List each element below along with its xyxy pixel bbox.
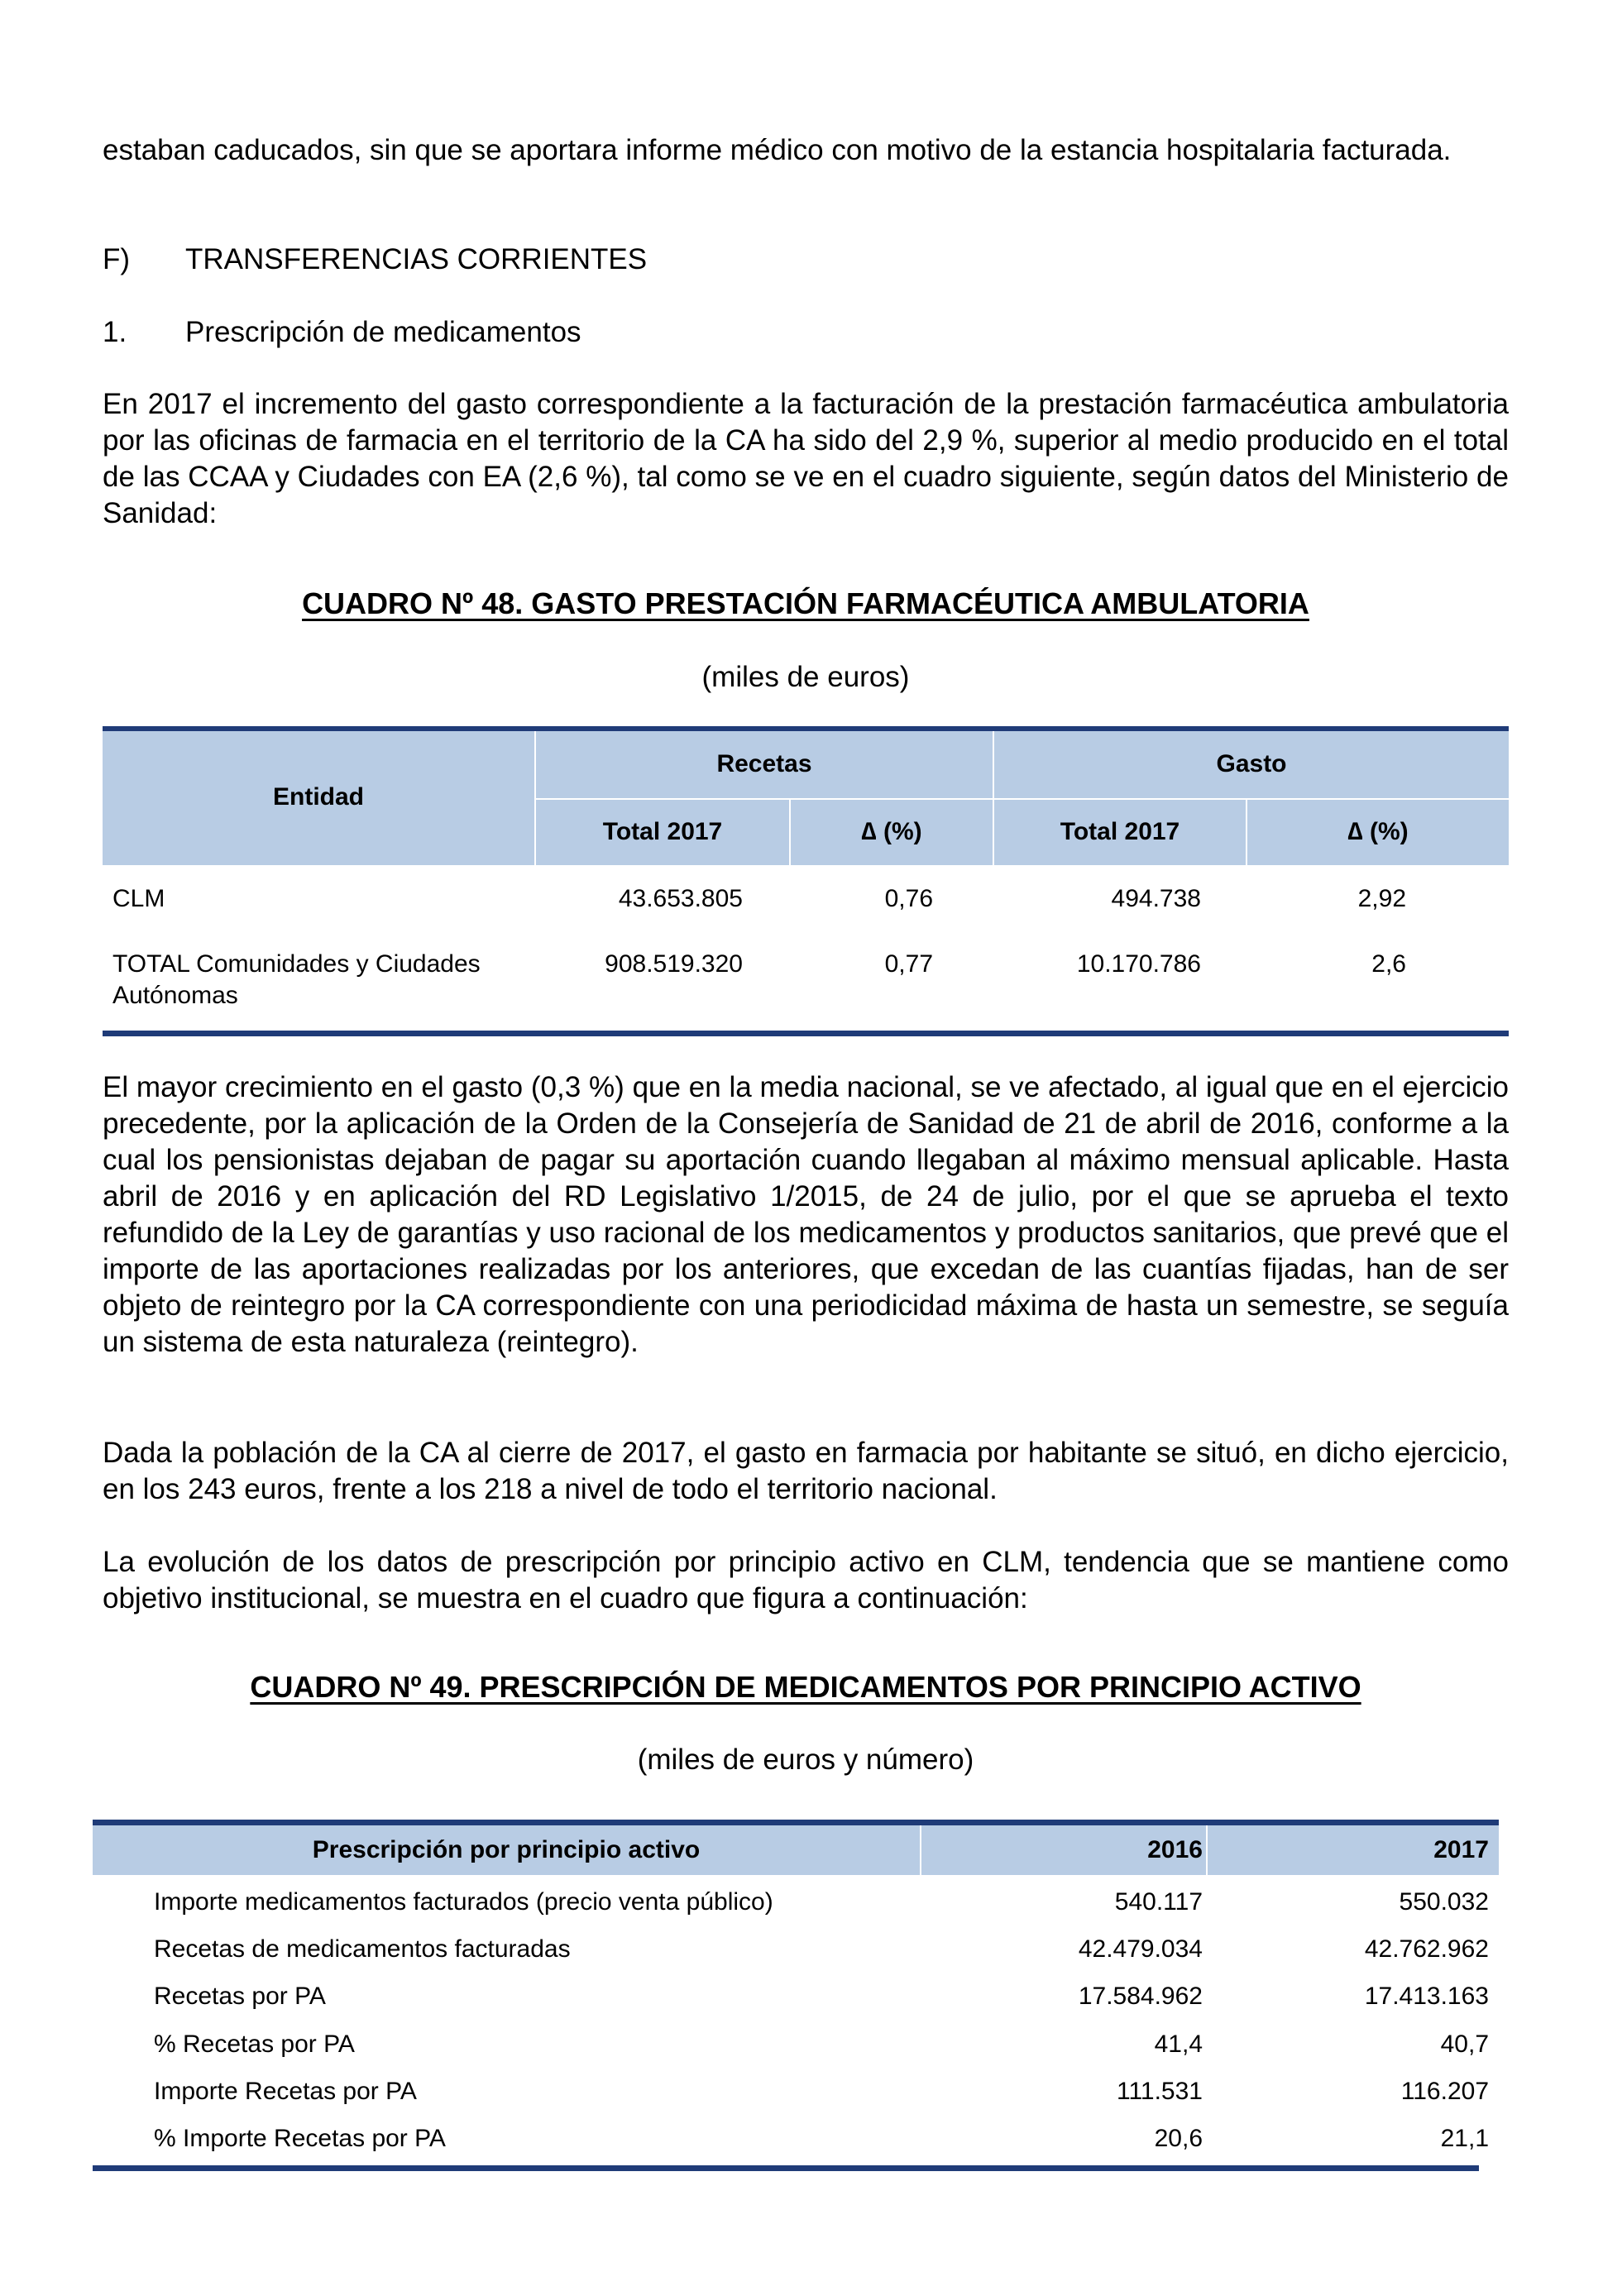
cell-2016: 540.117 [1114, 1888, 1203, 1916]
cell-recetas-total: 43.653.805 [618, 885, 743, 912]
cell-2017: 550.032 [1399, 1888, 1489, 1916]
cell-2016: 41,4 [1154, 2031, 1203, 2058]
table-49-top-rule [93, 1820, 1499, 1825]
header-recetas: Recetas [716, 750, 812, 777]
table-48-header [103, 731, 1509, 865]
section-title: TRANSFERENCIAS CORRIENTES [185, 243, 648, 275]
cell-gasto-total: 10.170.786 [1076, 950, 1201, 978]
table-49-header [93, 1825, 1499, 1875]
cell-concept: Recetas por PA [154, 1983, 326, 2010]
table-49-title: CUADRO Nº 49. PRESCRIPCIÓN DE MEDICAMENTOS POR PRINCIPIO ACTIVO [250, 1670, 1361, 1704]
header-gasto-delta: ∆ (%) [1347, 818, 1409, 845]
paragraph-4: La evolución de los datos de prescripción por principio activo en CLM, tendencia que se mantiene como objetivo institucional, se muestra en el cuadro que figura a continuación: [103, 1546, 1509, 1614]
table-48-subtitle: (miles de euros) [701, 661, 910, 693]
header-recetas-total: Total 2017 [602, 818, 723, 845]
table-48-title: CUADRO Nº 48. GASTO PRESTACIÓN FARMACÉUTICA AMBULATORIA [302, 586, 1309, 620]
paragraph-1: En 2017 el incremento del gasto correspondiente a la facturación de la prestación farmacéutica ambulatoria por las oficinas de farmacia en el territorio de la CA ha sido del 2,9 %, superior al medio producido en el total de las CCAA y Ciudades con EA (2,6 %), tal como se ve en el cuadro siguiente, según datos del Ministerio de Sanidad: [103, 388, 1509, 529]
subsection-title: Prescripción de medicamentos [185, 316, 581, 348]
cell-recetas-total: 908.519.320 [605, 950, 743, 978]
cell-2016: 42.479.034 [1078, 1935, 1203, 1963]
cell-gasto-delta: 2,92 [1357, 885, 1406, 912]
cell-recetas-delta: 0,77 [884, 950, 933, 978]
subsection-heading [103, 314, 581, 351]
paragraph-3: Dada la población de la CA al cierre de 2017, el gasto en farmacia por habitante se situó, en dicho ejercicio, en los 243 euros, frente a los 218 a nivel de todo el territorio nacional. [103, 1437, 1509, 1505]
cell-concept: Importe Recetas por PA [154, 2078, 417, 2105]
header-recetas-delta: ∆ (%) [861, 818, 922, 845]
cell-2017: 116.207 [1400, 2078, 1489, 2105]
header-gasto-total: Total 2017 [1060, 818, 1180, 845]
cell-concept: % Importe Recetas por PA [154, 2125, 446, 2152]
header-2017: 2017 [1433, 1836, 1489, 1863]
section-heading [103, 242, 647, 278]
header-gasto: Gasto [1216, 750, 1287, 777]
cell-2016: 17.584.962 [1078, 1983, 1203, 2010]
cell-2016: 20,6 [1154, 2125, 1203, 2152]
header-entity: Entidad [273, 783, 364, 811]
cell-2017: 17.413.163 [1364, 1983, 1489, 2010]
cell-2016: 111.531 [1117, 2078, 1203, 2105]
cell-gasto-delta: 2,6 [1371, 950, 1406, 978]
cell-concept: Recetas de medicamentos facturadas [154, 1935, 571, 1963]
cell-recetas-delta: 0,76 [884, 885, 933, 912]
header-concept: Prescripción por principio activo [312, 1836, 701, 1863]
cell-entity: CLM [112, 885, 165, 912]
subsection-number: 1. [103, 316, 127, 348]
cell-concept: % Recetas por PA [154, 2031, 355, 2058]
cell-2017: 21,1 [1440, 2125, 1489, 2152]
table-48-bottom-rule [103, 1031, 1509, 1036]
intro-paragraph: estaban caducados, sin que se aportara informe médico con motivo de la estancia hospitalaria facturada. [103, 134, 1452, 166]
cell-gasto-total: 494.738 [1111, 885, 1201, 912]
cell-2017: 40,7 [1440, 2031, 1489, 2058]
cell-concept: Importe medicamentos facturados (precio venta público) [154, 1888, 773, 1916]
table-49-subtitle: (miles de euros y número) [637, 1744, 974, 1776]
table-49-bottom-rule [93, 2165, 1479, 2171]
cell-entity: TOTAL Comunidades y Ciudades Autónomas [112, 950, 481, 1009]
paragraph-2: El mayor crecimiento en el gasto (0,3 %) que en la media nacional, se ve afectado, al igual que en el ejercicio precedente, por la aplicación de la Orden de la Consejería de Sanidad de 21 de abril de 2016, conforme a la cual los pensionistas dejaban de pagar su aportación cuando llegaban al máximo mensual aplicable. Hasta abril de 2016 y en aplicación del RD Legislativo 1/2015, de 24 de julio, por el que se aprueba el texto refundido de la Ley de garantías y uso racional de los medicamentos y productos sanitarios, que prevé que el importe de las aportaciones realizadas por los anteriores, que excedan de las cuantías fijadas, han de ser objeto de reintegro por la CA correspondiente con una periodicidad máxima de hasta un semestre, se seguía un sistema de esta naturaleza (reintegro). [103, 1071, 1509, 1358]
cell-2017: 42.762.962 [1364, 1935, 1489, 1963]
header-2016: 2016 [1147, 1836, 1203, 1863]
section-letter: F) [103, 243, 131, 275]
